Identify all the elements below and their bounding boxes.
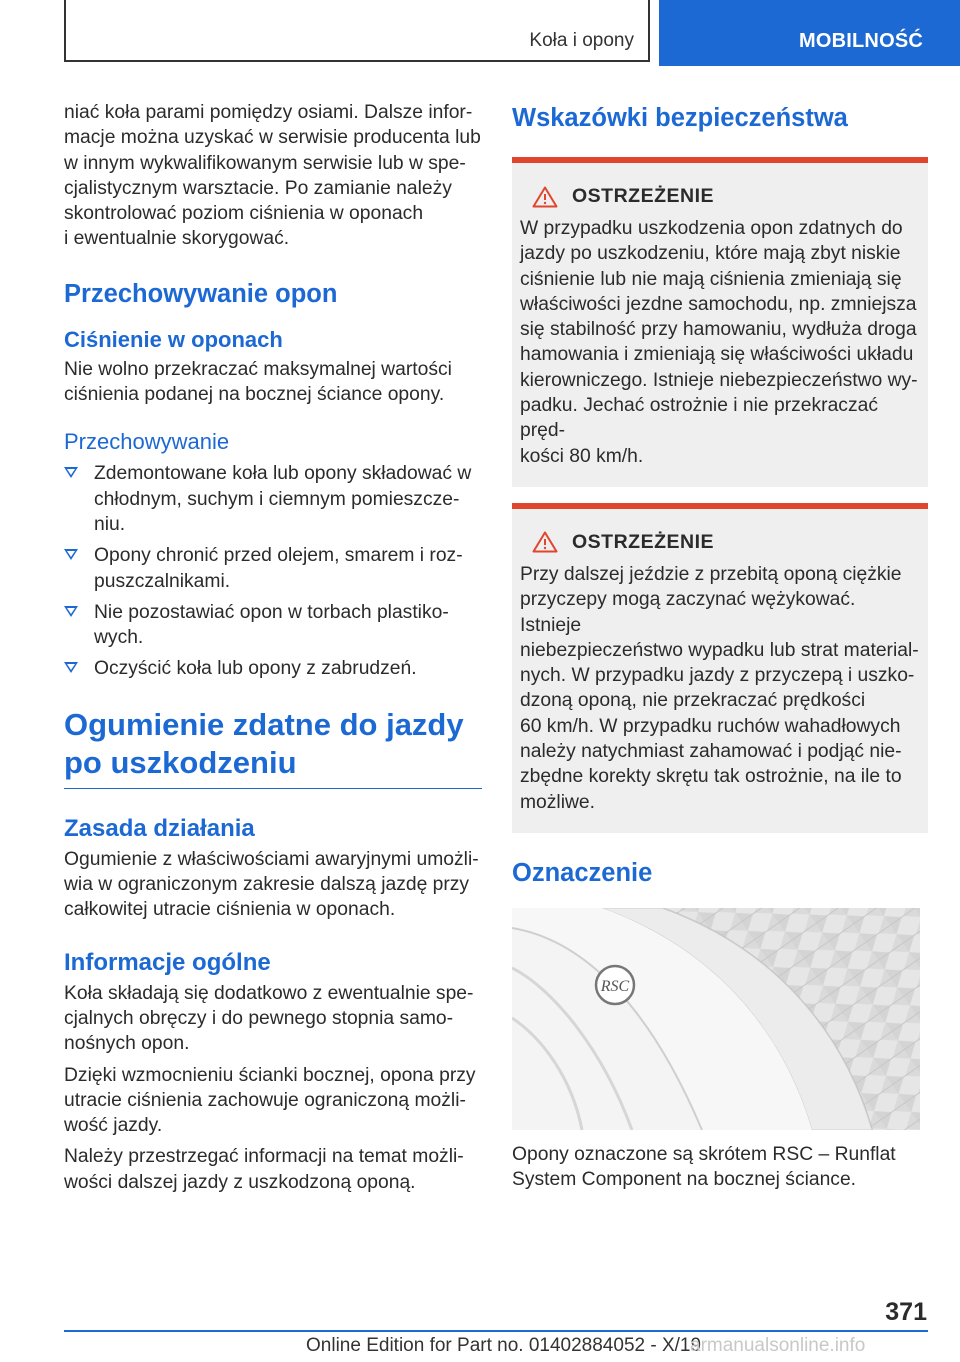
tire-drawing	[512, 908, 920, 1130]
list-item: Oczyścić koła lub opony z zabrudzeń.	[64, 656, 482, 681]
warning-title-row	[520, 185, 920, 208]
warning-title: OSTRZEŻENIE	[572, 185, 715, 207]
general-heading: Informacje ogólne	[64, 948, 271, 976]
section-title: Koła i opony	[529, 30, 634, 51]
list-item: Zdemontowane koła lub opony składować w chłodnym, suchym i ciemnym pomieszcze- niu.	[64, 461, 482, 537]
header-section-box	[64, 0, 650, 62]
warning-box-2	[512, 503, 928, 833]
page-number: 371	[885, 1298, 927, 1326]
general-paragraph-1: Koła składają się dodatkowo z ewentualnie spe- cjalnych obręczy i do pewnego stopnia samo- nośnych opon.	[64, 982, 474, 1055]
warning-title: OSTRZEŻENIE	[572, 530, 715, 553]
storage-sub-heading: Przechowywanie	[64, 429, 230, 455]
pressure-heading: Ciśnienie w oponach	[64, 326, 283, 352]
general-paragraph-2: Dzięki wzmocnieniu ścianki bocznej, opona przy utracie ciśnienia zachowuje ograniczoną możli- wość jazdy.	[64, 1064, 476, 1137]
warning-box-1	[512, 157, 928, 487]
bullet-triangle-icon	[64, 467, 78, 478]
general-paragraph-3: Należy przestrzegać informacji na temat możli- wości dalszej jazdy z uszkodzoną oponą.	[64, 1146, 464, 1193]
storage-heading: Przechowywanie opon	[64, 279, 338, 308]
storage-list	[64, 461, 482, 681]
list-item: Opony chronić przed olejem, smarem i roz- puszczalnikami.	[64, 543, 482, 594]
warning-text-1: W przypadku uszkodzenia opon zdatnych do jazdy po uszkodzeniu, które mają zbyt niskie ciśnienie lub nie mają ciśnienia zmieniają się właściwości jezdne samochodu, np. zmniejsza się stabilność przy hamowaniu, wydłuża droga hamowania i zmieniają się właściwości układu kierowniczego. Istnieje niebezpieczeństwo wy- padku. Jechać ostrożnie i nie przekraczać pręd- kości 80 km/h.	[520, 218, 918, 467]
warning-text-2: Przy dalszej jeździe z przebitą oponą ciężkie przyczepy mogą zaczynać wężykować. Istnieje niebezpieczeństwo wypadku lub strat material- nych. W przypadku jazdy z przyczepą i uszko- dzoną oponą, nie przekraczać prędkości 60 km/h. W przypadku ruchów wahadłowych należy natychmiast zahamować i podjąć nie- zbędne korekty skrętu tak ostrożnie, na ile to możliwe.	[520, 563, 919, 813]
watermark-text: armanualsonline.info	[690, 1335, 866, 1356]
bullet-triangle-icon	[64, 606, 78, 617]
runflat-heading: Ogumienie zdatne do jazdy po uszkodzeniu	[64, 706, 482, 789]
warning-triangle-icon	[532, 186, 558, 208]
left-column	[64, 100, 482, 1195]
chapter-tab[interactable]: MOBILNOŚĆ	[659, 0, 960, 66]
principle-paragraph: Ogumienie z właściwościami awaryjnymi umożli- wia w ograniczonym zakresie dalszą jazdę przy całkowitej utracie ciśnienia w oponach.	[64, 848, 479, 921]
pressure-paragraph: Nie wolno przekraczać maksymalnej wartości ciśnienia podanej na bocznej ściance opony.	[64, 358, 452, 406]
warning-triangle-icon	[532, 531, 558, 553]
page-header	[0, 0, 960, 66]
intro-paragraph: niać koła parami pomiędzy osiami. Dalsze infor- macje można uzyskać w serwisie producenta lub w innym wykwalifikowanym serwisie lub w spe- cjalistycznym warsztacie. Po zamianie należy skontrolować poziom ciśnienia w oponach i ewentualnie skorygować.	[64, 102, 481, 250]
list-item: Nie pozostawiać opon w torbach plastiko- wych.	[64, 600, 482, 651]
safety-heading: Wskazówki bezpieczeństwa	[512, 104, 848, 132]
footer-divider	[64, 1330, 928, 1332]
tire-rsc-illustration	[512, 908, 920, 1130]
right-column	[512, 100, 928, 1193]
edition-text: Online Edition for Part no. 01402884052 - X/19	[306, 1335, 702, 1356]
figure-caption: Opony oznaczone są skrótem RSC – Runflat System Component na bocznej ściance.	[512, 1143, 896, 1191]
svg-text:RSC: RSC	[600, 977, 630, 995]
marking-heading: Oznaczenie	[512, 858, 653, 887]
bullet-triangle-icon	[64, 549, 78, 560]
principle-heading: Zasada działania	[64, 814, 255, 842]
rsc-logo-icon	[596, 966, 634, 1004]
warning-title-row	[520, 531, 920, 554]
bullet-triangle-icon	[64, 662, 78, 673]
